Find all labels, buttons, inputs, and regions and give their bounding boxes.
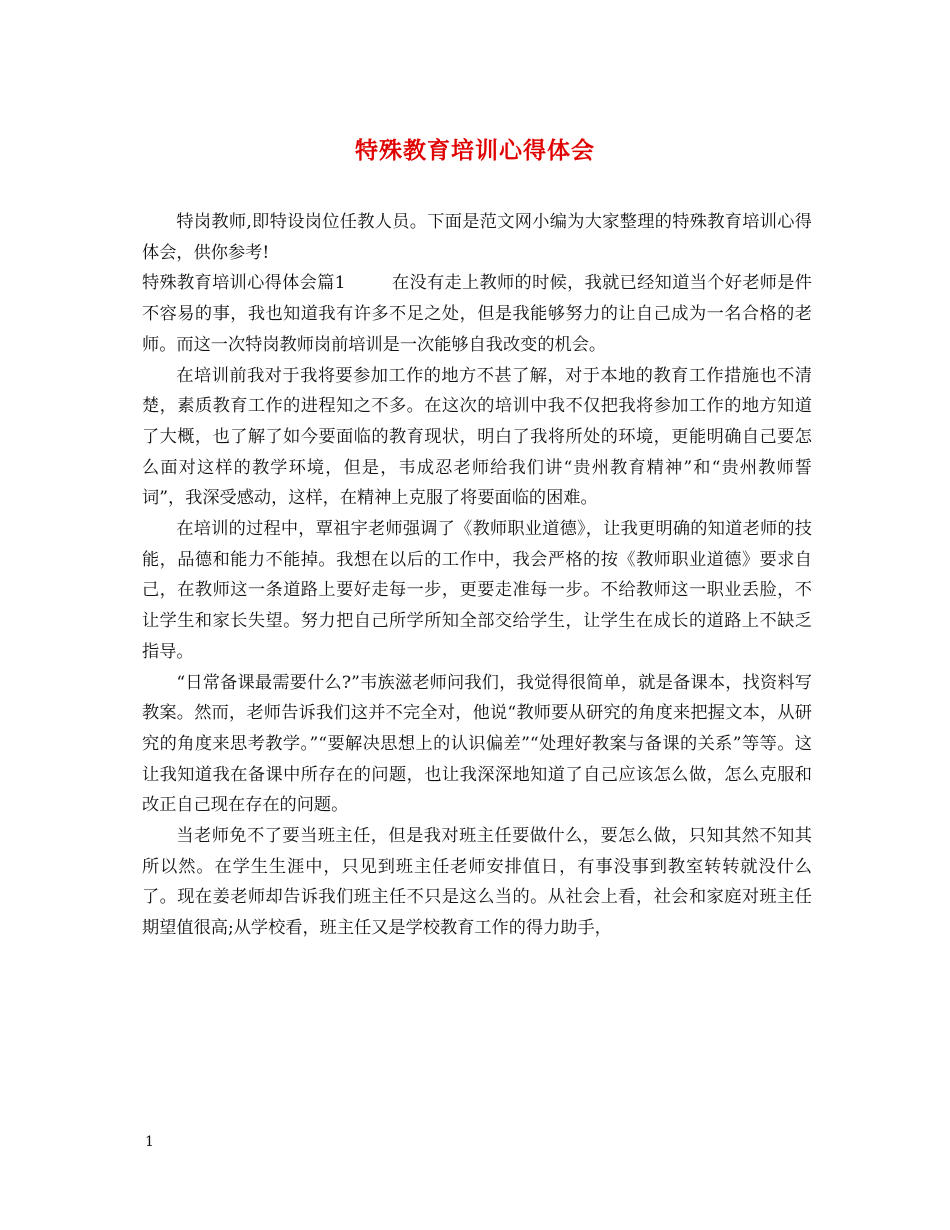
document-body <box>142 207 812 944</box>
document-title: 特殊教育培训心得体会 <box>355 137 595 164</box>
section-first-text: 在没有走上教师的时候，我就已经知道当个好老师是件不容易的事，我也知道我有许多不足之处，但是我能够努力的让自己成为一名合格的老师。而这一次特岗教师岗前培训是一次能够自我改变的机会。 <box>142 273 812 355</box>
body-paragraph: 当老师免不了要当班主任，但是我对班主任要做什么，要怎么做，只知其然不知其所以然。在学生生涯中，只见到班主任老师安排值日，有事没事到教室转转就没什么了。现在姜老师却告诉我们班主任不只是这么当的。从社会上看，社会和家庭对班主任期望值很高;从学校看，班主任又是学校教育工作的得力助手， <box>142 826 812 939</box>
body-paragraph: 在培训前我对于我将要参加工作的地方不甚了解，对于本地的教育工作措施也不清楚，素质教育工作的进程知之不多。在这次的培训中我不仅把我将参加工作的地方知道了大概，也了解了如今要面临的教育现状，明白了我将所处的环境，更能明确自己要怎么面对这样的教学环境，但是，韦成忍老师给我们讲“贵州教育精神”和“贵州教师誓词”，我深受感动，这样，在精神上克服了将要面临的困难。 <box>142 365 812 509</box>
intro-paragraph: 特岗教师,即特设岗位任教人员。下面是范文网小编为大家整理的特殊教育培训心得体会，供你参考! <box>142 212 812 263</box>
body-paragraph: 在培训的过程中，覃祖宇老师强调了《教师职业道德》，让我更明确的知道老师的技能，品德和能力不能掉。我想在以后的工作中，我会严格的按《教师职业道德》要求自己，在教师这一条道路上要好走每一步，更要走准每一步。不给教师这一职业丢脸，不让学生和家长失望。努力把自己所学所知全部交给学生，让学生在成长的道路上不缺乏指导。 <box>142 519 812 662</box>
page-number: 1 <box>145 1134 154 1150</box>
section-first-paragraph <box>142 268 812 360</box>
section-label: 特殊教育培训心得体会篇1 <box>142 273 346 294</box>
body-paragraph: “日常备课最需要什么?”韦族滋老师问我们，我觉得很简单，就是备课本，找资料写教案。然而，老师告诉我们这并不完全对，他说“教师要从研究的角度来把握文本，从研究的角度来思考教学。”“要解决思想上的认识偏差”“处理好教案与备课的关系”等等。这让我知道我在备课中所存在的问题，也让我深深地知道了自己应该怎么做，怎么克服和改正自己现在存在的问题。 <box>142 672 812 816</box>
